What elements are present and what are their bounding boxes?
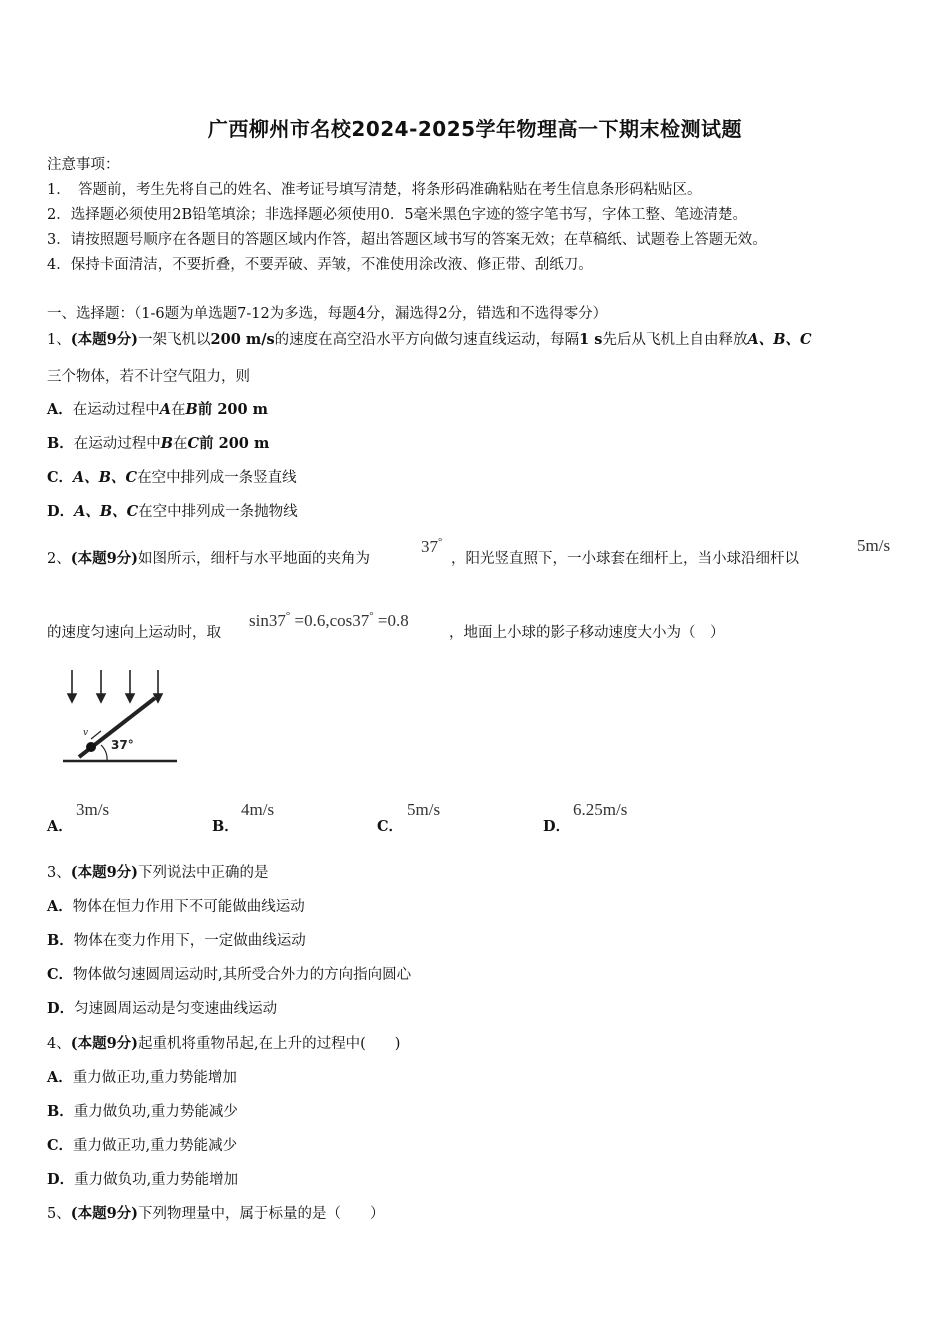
q2-option-a-value: 3m/s — [76, 800, 110, 819]
q3-option-a: A．物体在恒力作用下不可能做曲线运动 — [47, 898, 305, 915]
q3-option-c: C．物体做匀速圆周运动时,其所受合外力的方向指向圆心 — [47, 966, 412, 983]
q4-option-d: D．重力做负功,重力势能增加 — [47, 1171, 239, 1188]
speed-math: 5m/s — [857, 536, 891, 555]
question-2-line2: 的速度匀速向上运动时，取 — [47, 625, 221, 641]
question-3: 3、(本题9分)下列说法中正确的是 — [47, 864, 269, 881]
q2-option-d-value: 6.25m/s — [573, 800, 628, 819]
notice-heading: 注意事项： — [47, 157, 120, 173]
q2-option-d-label: D． — [543, 818, 571, 835]
q4-option-b: B．重力做负功,重力势能减少 — [47, 1103, 238, 1120]
q2-option-b-label: B． — [212, 818, 239, 835]
question-1: 1、(本题9分)一架飞机以200 m/s的速度在高空沿水平方向做匀速直线运动，每隔1 s先后从飞机上自由释放A、B、C — [47, 331, 812, 348]
question-1-line2: 三个物体，若不计空气阻力，则 — [47, 369, 250, 385]
sunlight-arrowhead — [126, 694, 134, 702]
q2-option-c-value: 5m/s — [407, 800, 441, 819]
trig-math: sin37° =0.6,cos37° =0.8 — [249, 610, 409, 630]
q1-option-a: A．在运动过程中A在B前 200 m — [47, 401, 269, 418]
q2-option-a-label: A． — [47, 818, 73, 835]
notice-item: 1． 答题前，考生先将自己的姓名、准考证号填写清楚，将条形码准确粘贴在考生信息条形码粘贴区。 — [47, 182, 702, 198]
question-5: 5、(本题9分)下列物理量中，属于标量的是（ ） — [47, 1205, 385, 1222]
q2-option-c-label: C． — [377, 818, 404, 835]
sunlight-arrowhead — [97, 694, 105, 702]
q4-option-a: A．重力做正功,重力势能增加 — [47, 1069, 237, 1086]
ball — [86, 742, 96, 752]
q4-option-c: C．重力做正功,重力势能减少 — [47, 1137, 238, 1154]
velocity-label: v — [83, 728, 89, 738]
incline-figure — [55, 665, 185, 775]
question-4: 4、(本题9分)起重机将重物吊起,在上升的过程中( ) — [47, 1035, 401, 1052]
question-2: 2、(本题9分)如图所示，细杆与水平地面的夹角为 — [47, 550, 371, 567]
question-2-text-b: ，阳光竖直照下，一小球套在细杆上，当小球沿细杆以 — [451, 551, 799, 567]
velocity-arrow — [91, 731, 101, 739]
question-2-line2-b: ，地面上小球的影子移动速度大小为（ ） — [449, 625, 725, 641]
q2-option-b-value: 4m/s — [241, 800, 275, 819]
angle-arc — [101, 745, 107, 761]
q1-option-d: D．A、B、C在空中排列成一条抛物线 — [47, 503, 298, 520]
angle-math: 37° — [421, 536, 443, 556]
notice-item: 2．选择题必须使用2B铅笔填涂；非选择题必须使用0．5毫米黑色字迹的签字笔书写，字体工整、笔迹清楚。 — [47, 207, 748, 223]
q1-option-c: C．A、B、C在空中排列成一条竖直线 — [47, 469, 297, 486]
angle-label: 37° — [111, 738, 134, 752]
q3-option-d: D．匀速圆周运动是匀变速曲线运动 — [47, 1000, 278, 1017]
q1-option-b: B．在运动过程中B在C前 200 m — [47, 435, 270, 452]
sunlight-arrowhead — [68, 694, 76, 702]
page-title: 广西柳州市名校2024-2025学年物理高一下期末检测试题 — [207, 117, 743, 141]
notice-item: 4．保持卡面清洁，不要折叠，不要弄破、弄皱，不准使用涂改液、修正带、刮纸刀。 — [47, 257, 593, 273]
section-heading: 一、选择题：（1-6题为单选题7-12为多选，每题4分，漏选得2分，错选和不选得零分） — [47, 306, 608, 322]
q3-option-b: B．物体在变力作用下，一定做曲线运动 — [47, 932, 306, 949]
sunlight-arrowhead — [154, 694, 162, 702]
notice-item: 3．请按照题号顺序在各题目的答题区域内作答，超出答题区域书写的答案无效；在草稿纸、试题卷上答题无效。 — [47, 232, 767, 248]
